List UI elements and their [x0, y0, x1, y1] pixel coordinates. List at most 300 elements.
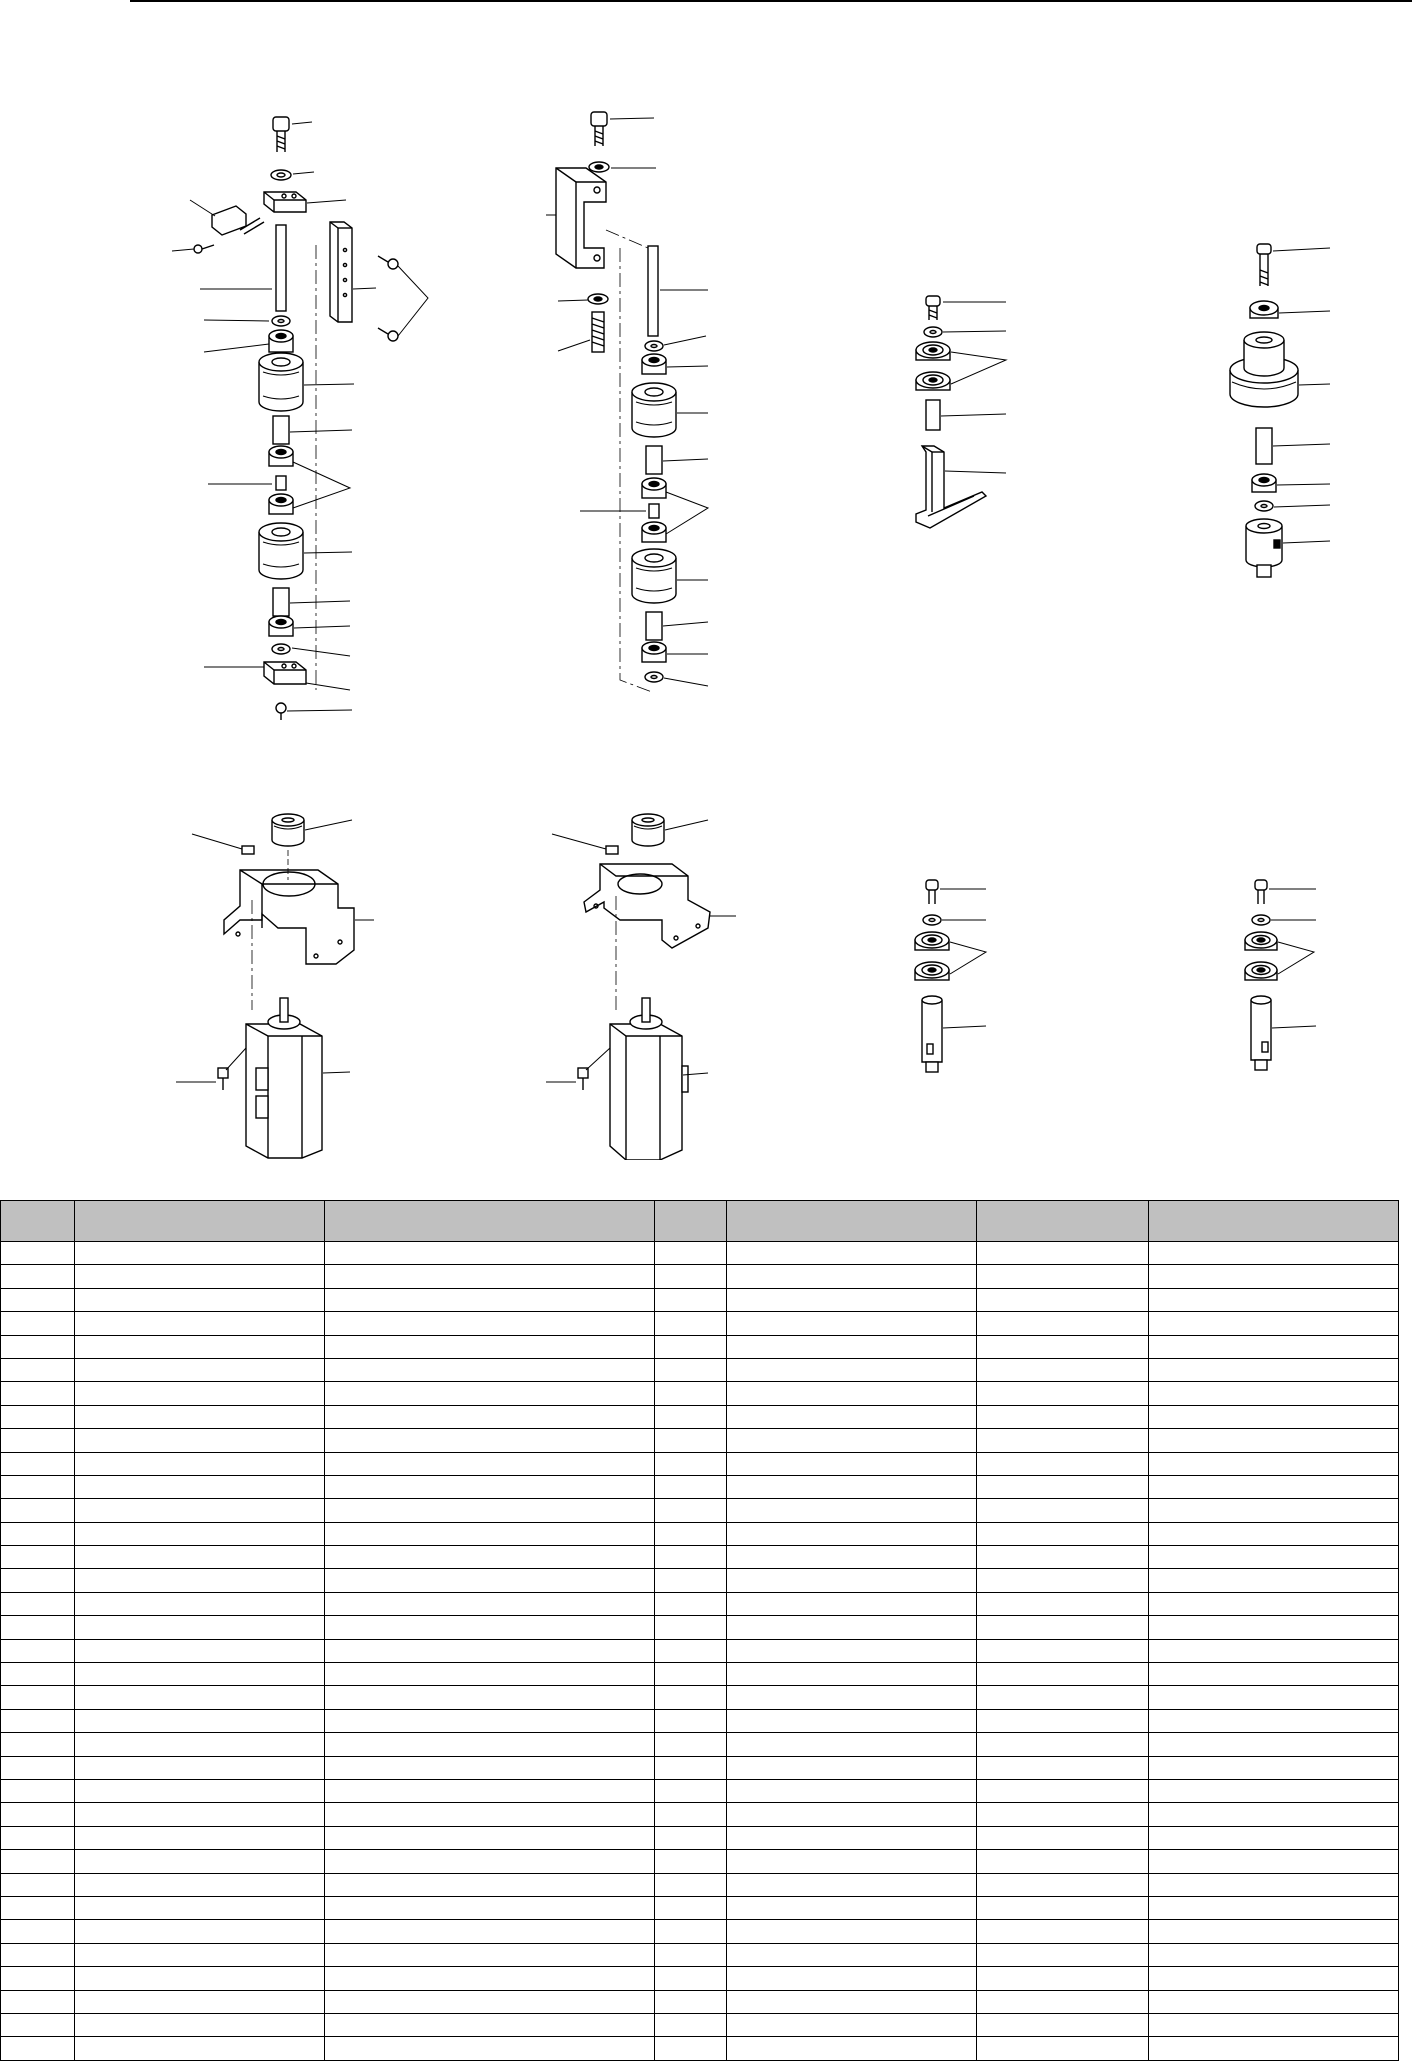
table-cell: [727, 1873, 977, 1896]
table-cell: [977, 1873, 1149, 1896]
table-cell: [1, 1265, 75, 1288]
table-cell: [727, 1475, 977, 1498]
table-cell: [655, 1826, 727, 1849]
table-cell: [1149, 1312, 1399, 1335]
table-cell: [325, 1616, 655, 1639]
table-row: [1, 1990, 1399, 2013]
table-row: [1, 1475, 1399, 1498]
small-screw-icon: [194, 245, 214, 253]
table-cell: [1, 2013, 75, 2036]
table-cell: [977, 1803, 1149, 1826]
table-cell: [727, 1592, 977, 1615]
table-cell: [655, 2037, 727, 2060]
table-cell: [325, 1546, 655, 1569]
table-cell: [727, 1405, 977, 1428]
table-cell: [1, 1920, 75, 1943]
l-bracket-icon: [916, 446, 986, 528]
table-cell: [977, 1499, 1149, 1522]
table-cell: [1, 1382, 75, 1405]
table-cell: [1149, 1709, 1399, 1732]
table-cell: [727, 1499, 977, 1522]
table-cell: [75, 1990, 325, 2013]
table-cell: [1, 1803, 75, 1826]
bearing-icon: [915, 962, 949, 980]
side-plate-icon: [330, 222, 352, 322]
cap-screw-icon: [1257, 244, 1271, 286]
table-cell: [727, 1663, 977, 1686]
table-cell: [977, 1920, 1149, 1943]
table-cell: [977, 1475, 1149, 1498]
header-cell: [1149, 1201, 1399, 1242]
bearing-icon: [1252, 474, 1276, 492]
motor-mount-a: [176, 814, 374, 1158]
table-row: [1, 1639, 1399, 1662]
roller-shaft-icon: [922, 996, 942, 1072]
table-cell: [655, 1288, 727, 1311]
table-cell: [75, 1405, 325, 1428]
table-cell: [1149, 1382, 1399, 1405]
table-cell: [1, 1943, 75, 1966]
table-cell: [1149, 1850, 1399, 1873]
table-cell: [727, 1452, 977, 1475]
table-cell: [75, 1358, 325, 1381]
table-cell: [727, 1616, 977, 1639]
hub-icon: [1246, 519, 1282, 577]
table-row: [1, 1850, 1399, 1873]
table-cell: [325, 1756, 655, 1779]
cap-screw-icon: [591, 112, 607, 146]
cap-screw-icon: [1255, 880, 1267, 904]
table-cell: [1, 1522, 75, 1545]
table-cell: [655, 1709, 727, 1732]
table-cell: [1149, 1826, 1399, 1849]
washer-icon: [271, 170, 291, 180]
table-cell: [325, 1405, 655, 1428]
table-cell: [1149, 2013, 1399, 2036]
table-cell: [1, 1850, 75, 1873]
table-cell: [1, 1663, 75, 1686]
table-cell: [977, 1967, 1149, 1990]
table-cell: [1149, 1686, 1399, 1709]
table-cell: [1, 1756, 75, 1779]
table-cell: [977, 1616, 1149, 1639]
bearing-icon: [1245, 932, 1277, 950]
pulley-assembly-b: [546, 112, 708, 692]
table-cell: [1149, 1429, 1399, 1452]
bearing-icon: [269, 616, 293, 636]
table-cell: [655, 1756, 727, 1779]
table-cell: [1149, 1265, 1399, 1288]
roller-shaft-icon: [1251, 996, 1271, 1070]
table-cell: [75, 2037, 325, 2060]
table-cell: [1149, 1592, 1399, 1615]
spacer-icon: [1256, 428, 1272, 464]
table-cell: [1, 1733, 75, 1756]
table-cell: [655, 1382, 727, 1405]
table-cell: [75, 1312, 325, 1335]
setscrew-icon: [242, 846, 254, 854]
c-bracket-icon: [556, 168, 606, 268]
table-cell: [325, 1639, 655, 1662]
table-cell: [1149, 1896, 1399, 1919]
table-cell: [75, 1920, 325, 1943]
table-cell: [655, 1639, 727, 1662]
table-row: [1, 1826, 1399, 1849]
motor-bracket-icon: [584, 864, 710, 948]
table-cell: [977, 1826, 1149, 1849]
table-cell: [75, 1850, 325, 1873]
table-cell: [325, 1265, 655, 1288]
table-cell: [1, 1499, 75, 1522]
table-row: [1, 2013, 1399, 2036]
table-cell: [977, 1358, 1149, 1381]
table-cell: [655, 1429, 727, 1452]
table-cell: [325, 1522, 655, 1545]
cap-screw-icon: [926, 296, 940, 320]
table-cell: [727, 1850, 977, 1873]
table-cell: [75, 1967, 325, 1990]
pulley-icon: [259, 353, 303, 411]
bearing-icon: [269, 330, 293, 352]
table-cell: [1149, 1803, 1399, 1826]
table-cell: [977, 1663, 1149, 1686]
table-cell: [325, 1288, 655, 1311]
table-cell: [727, 1709, 977, 1732]
table-cell: [75, 1475, 325, 1498]
table-cell: [325, 1663, 655, 1686]
table-cell: [75, 1546, 325, 1569]
table-cell: [727, 1967, 977, 1990]
table-cell: [1, 1475, 75, 1498]
parts-list-table: [0, 1200, 1399, 2061]
table-row: [1, 1616, 1399, 1639]
spacer-icon: [926, 400, 940, 430]
table-cell: [655, 1733, 727, 1756]
table-row: [1, 1382, 1399, 1405]
table-cell: [75, 1663, 325, 1686]
table-cell: [325, 1569, 655, 1592]
table-cell: [325, 2037, 655, 2060]
table-cell: [1149, 1639, 1399, 1662]
spacer-icon: [646, 612, 662, 640]
table-cell: [75, 1616, 325, 1639]
table-cell: [655, 1990, 727, 2013]
motor-bracket-icon: [224, 870, 354, 964]
table-cell: [727, 1522, 977, 1545]
table-row: [1, 1592, 1399, 1615]
table-row: [1, 1663, 1399, 1686]
table-cell: [1149, 1967, 1399, 1990]
pulley-icon: [632, 383, 676, 437]
bearing-icon: [916, 372, 950, 390]
table-cell: [1149, 1990, 1399, 2013]
table-cell: [75, 1429, 325, 1452]
table-cell: [75, 1522, 325, 1545]
table-cell: [977, 1265, 1149, 1288]
table-cell: [1, 1429, 75, 1452]
table-cell: [727, 1569, 977, 1592]
screw-icon: [578, 1068, 588, 1090]
table-cell: [655, 1452, 727, 1475]
table-cell: [1149, 1499, 1399, 1522]
table-cell: [75, 1756, 325, 1779]
table-cell: [1, 1616, 75, 1639]
table-cell: [655, 1405, 727, 1428]
table-cell: [655, 1569, 727, 1592]
setscrew-icon: [606, 846, 618, 854]
table-cell: [977, 1990, 1149, 2013]
table-cell: [655, 1663, 727, 1686]
table-row: [1, 1873, 1399, 1896]
bearing-icon: [269, 494, 293, 514]
table-row: [1, 1265, 1399, 1288]
pulley-icon: [272, 814, 304, 846]
table-cell: [325, 1382, 655, 1405]
table-cell: [1, 1639, 75, 1662]
table-cell: [1, 1779, 75, 1802]
table-cell: [727, 1779, 977, 1802]
table-cell: [977, 1779, 1149, 1802]
table-cell: [75, 1242, 325, 1265]
sensor-icon: [212, 206, 264, 235]
shaft-icon: [648, 246, 658, 336]
table-cell: [977, 1546, 1149, 1569]
table-cell: [1149, 1288, 1399, 1311]
table-cell: [977, 1850, 1149, 1873]
table-cell: [1149, 1616, 1399, 1639]
table-cell: [727, 1335, 977, 1358]
table-cell: [325, 1429, 655, 1452]
table-row: [1, 1429, 1399, 1452]
table-cell: [655, 1546, 727, 1569]
spacer-icon: [273, 588, 289, 616]
table-cell: [727, 1429, 977, 1452]
table-cell: [75, 1592, 325, 1615]
table-cell: [727, 1288, 977, 1311]
table-cell: [1149, 1873, 1399, 1896]
table-cell: [75, 1733, 325, 1756]
table-cell: [1149, 1335, 1399, 1358]
table-cell: [1, 2037, 75, 2060]
table-cell: [655, 1335, 727, 1358]
roller-shaft-a: [915, 880, 986, 1072]
table-row: [1, 1242, 1399, 1265]
table-row: [1, 1756, 1399, 1779]
table-cell: [1, 1405, 75, 1428]
table-cell: [727, 1756, 977, 1779]
bearing-icon: [1250, 301, 1278, 318]
servo-motor-icon: [610, 998, 688, 1160]
table-cell: [655, 1616, 727, 1639]
mounting-block-icon: [264, 662, 306, 684]
table-cell: [655, 1242, 727, 1265]
table-cell: [1149, 1242, 1399, 1265]
bolt-icon: [592, 312, 604, 352]
table-cell: [1, 1569, 75, 1592]
table-cell: [75, 1499, 325, 1522]
roller-shaft-b: [1245, 880, 1316, 1070]
table-cell: [325, 1358, 655, 1381]
table-cell: [655, 1803, 727, 1826]
table-cell: [325, 1733, 655, 1756]
table-cell: [977, 1405, 1149, 1428]
table-cell: [325, 1452, 655, 1475]
table-cell: [1, 1335, 75, 1358]
table-cell: [655, 1522, 727, 1545]
table-cell: [1149, 1756, 1399, 1779]
table-cell: [1149, 1475, 1399, 1498]
table-cell: [655, 1312, 727, 1335]
header-cell: [727, 1201, 977, 1242]
table-row: [1, 1896, 1399, 1919]
table-cell: [1, 1990, 75, 2013]
table-cell: [325, 1709, 655, 1732]
mounting-block-icon: [264, 192, 306, 212]
table-row: [1, 1686, 1399, 1709]
table-cell: [1, 1873, 75, 1896]
table-cell: [727, 1242, 977, 1265]
table-cell: [655, 1475, 727, 1498]
table-cell: [325, 1499, 655, 1522]
table-row: [1, 1779, 1399, 1802]
drive-pulley-assembly: [1230, 244, 1330, 577]
table-cell: [655, 1499, 727, 1522]
header-cell: [1, 1201, 75, 1242]
table-cell: [1149, 1358, 1399, 1381]
table-cell: [655, 2013, 727, 2036]
table-cell: [75, 1639, 325, 1662]
pulley-assembly-a: [172, 117, 428, 720]
table-row: [1, 1569, 1399, 1592]
table-cell: [977, 1686, 1149, 1709]
table-cell: [325, 1873, 655, 1896]
table-cell: [727, 1312, 977, 1335]
table-cell: [727, 2013, 977, 2036]
table-cell: [727, 1546, 977, 1569]
table-cell: [1149, 1920, 1399, 1943]
table-cell: [655, 1896, 727, 1919]
table-row: [1, 1312, 1399, 1335]
table-cell: [325, 1779, 655, 1802]
table-cell: [1, 1288, 75, 1311]
table-cell: [325, 1592, 655, 1615]
table-cell: [655, 1873, 727, 1896]
table-cell: [75, 1452, 325, 1475]
table-cell: [1149, 1546, 1399, 1569]
table-cell: [1, 1686, 75, 1709]
table-cell: [727, 1382, 977, 1405]
table-cell: [655, 1358, 727, 1381]
parts-table-header: [1, 1201, 1399, 1242]
table-cell: [1, 1546, 75, 1569]
table-cell: [977, 1896, 1149, 1919]
table-cell: [977, 1592, 1149, 1615]
table-cell: [75, 1896, 325, 1919]
table-cell: [1, 1358, 75, 1381]
pulley-icon: [259, 523, 303, 579]
table-cell: [977, 1639, 1149, 1662]
table-cell: [1, 1826, 75, 1849]
table-cell: [325, 1967, 655, 1990]
bearing-icon: [1245, 962, 1277, 980]
table-cell: [1, 1312, 75, 1335]
bearing-icon: [642, 642, 666, 662]
table-row: [1, 1522, 1399, 1545]
flanged-pulley-icon: [1230, 332, 1298, 407]
table-cell: [977, 1452, 1149, 1475]
table-cell: [977, 1312, 1149, 1335]
table-cell: [977, 1709, 1149, 1732]
table-cell: [75, 2013, 325, 2036]
table-cell: [727, 1826, 977, 1849]
table-cell: [1149, 1663, 1399, 1686]
table-cell: [655, 1265, 727, 1288]
table-row: [1, 1920, 1399, 1943]
table-cell: [1, 1896, 75, 1919]
table-cell: [1149, 1522, 1399, 1545]
cap-screw-icon: [273, 117, 289, 152]
table-cell: [727, 1803, 977, 1826]
table-cell: [1149, 1779, 1399, 1802]
table-cell: [977, 1756, 1149, 1779]
table-cell: [727, 1639, 977, 1662]
table-cell: [727, 1265, 977, 1288]
header-cell: [75, 1201, 325, 1242]
table-row: [1, 1288, 1399, 1311]
servo-motor-icon: [246, 998, 322, 1158]
table-cell: [1149, 2037, 1399, 2060]
table-cell: [75, 1288, 325, 1311]
table-cell: [977, 2013, 1149, 2036]
table-cell: [325, 2013, 655, 2036]
table-cell: [1, 1452, 75, 1475]
table-cell: [75, 1569, 325, 1592]
bearing-icon: [915, 932, 949, 950]
motor-mount-b: [546, 814, 736, 1160]
table-cell: [1149, 1405, 1399, 1428]
screw-icon: [378, 328, 398, 341]
table-cell: [727, 1686, 977, 1709]
spacer-icon: [273, 416, 289, 444]
table-cell: [977, 2037, 1149, 2060]
table-cell: [655, 1850, 727, 1873]
table-cell: [727, 1896, 977, 1919]
table-cell: [977, 1382, 1149, 1405]
table-row: [1, 1546, 1399, 1569]
table-cell: [655, 1943, 727, 1966]
parts-table-body: [1, 1242, 1399, 2061]
table-cell: [1149, 1569, 1399, 1592]
table-row: [1, 1967, 1399, 1990]
table-cell: [727, 2037, 977, 2060]
bearing-icon: [916, 342, 950, 360]
table-cell: [1, 1592, 75, 1615]
table-cell: [1, 1967, 75, 1990]
table-row: [1, 1709, 1399, 1732]
header-cell: [325, 1201, 655, 1242]
idler-bracket-assembly: [916, 296, 1006, 528]
table-row: [1, 1943, 1399, 1966]
table-row: [1, 1733, 1399, 1756]
table-cell: [325, 1475, 655, 1498]
table-cell: [727, 1358, 977, 1381]
table-cell: [325, 1803, 655, 1826]
header-cell: [655, 1201, 727, 1242]
table-cell: [1, 1709, 75, 1732]
table-cell: [1149, 1733, 1399, 1756]
table-cell: [75, 1803, 325, 1826]
table-row: [1, 2037, 1399, 2060]
